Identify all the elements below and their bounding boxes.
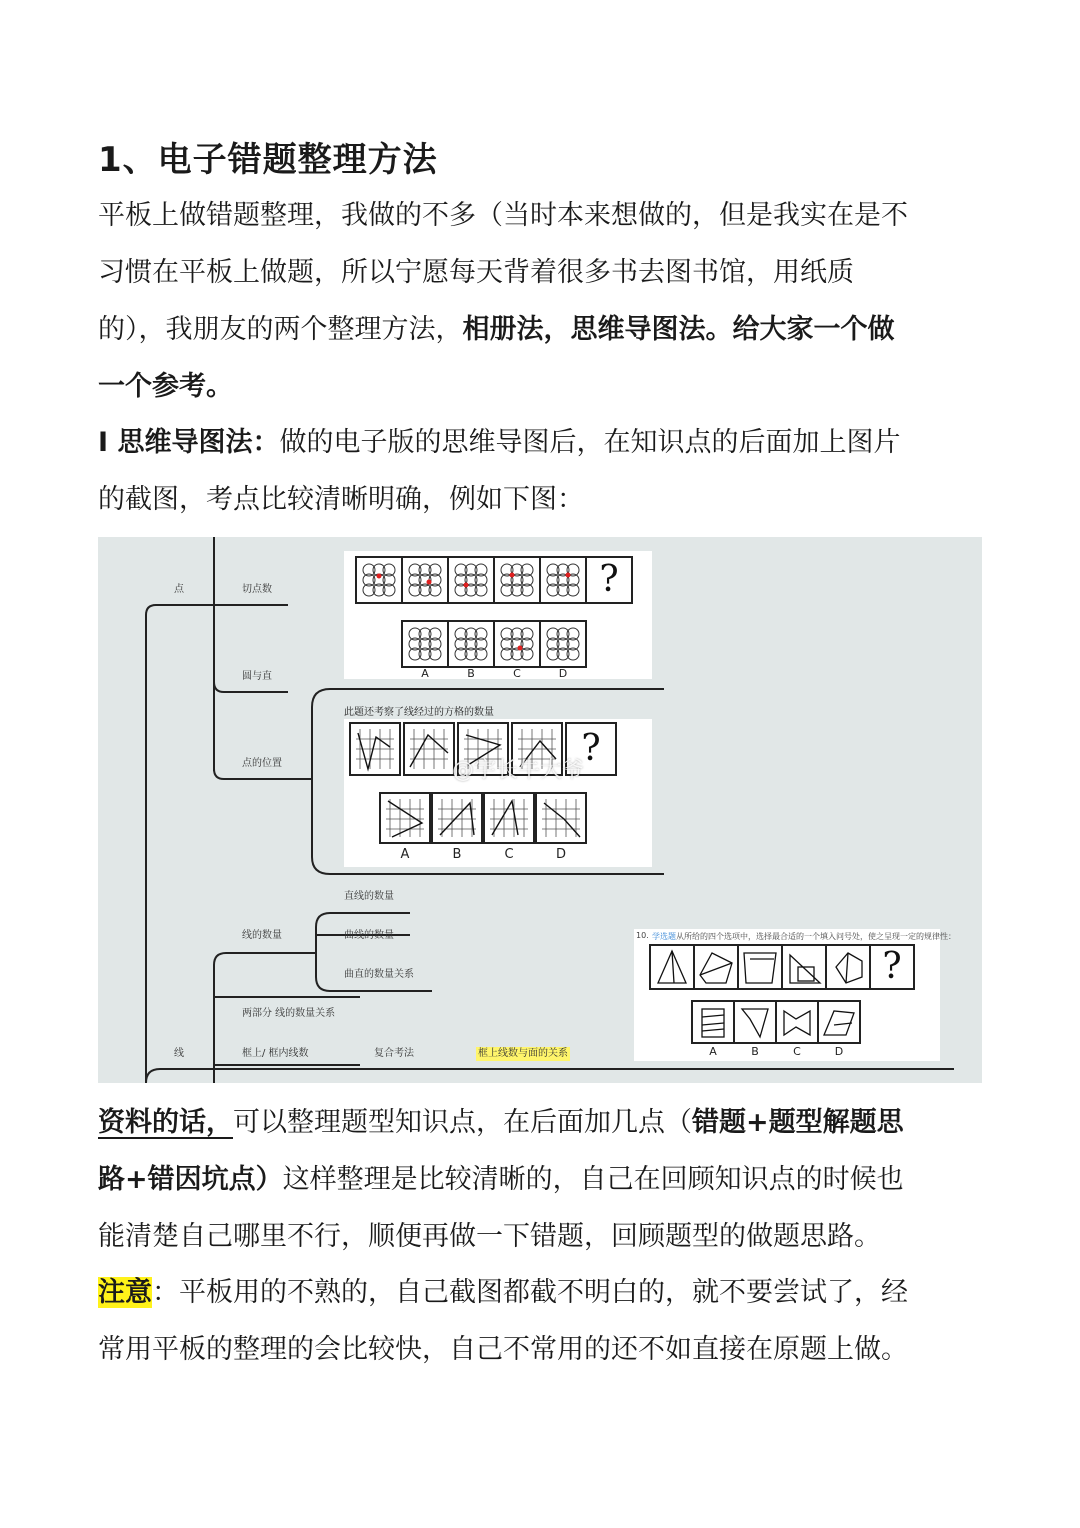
circle-option-c: C	[513, 667, 521, 680]
shape-option-d: D	[834, 1045, 844, 1058]
mindmap-intro-line-2: 的截图，考点比较清晰明确，例如下图：	[98, 484, 584, 515]
mindmap-screenshot	[98, 537, 982, 1083]
intro-paragraph	[98, 187, 982, 415]
materials-bold-1: 错题+题型解题思	[692, 1107, 904, 1138]
circle-puzzle-question-mark: ?	[599, 559, 619, 600]
grid-option-b: B	[452, 847, 462, 862]
node-liangbufen: 两部分 线的数量关系	[242, 1008, 336, 1019]
node-quzhi: 曲直的数量关系	[344, 969, 414, 980]
materials-text-1: 可以整理题型知识点，在后面加几点（	[233, 1107, 692, 1138]
node-fuhe: 复合考法	[374, 1048, 414, 1059]
node-kuangshangxianshu: 框上线数与面的关系	[478, 1048, 568, 1059]
mindmap-intro-paragraph	[98, 414, 982, 528]
materials-line-1	[98, 1094, 982, 1151]
notice-line-2: 常用平板的整理的会比较快，自己不常用的还不如直接在原题上做。	[98, 1334, 908, 1365]
notice-line-1	[98, 1264, 982, 1321]
q10-number: 10.	[636, 931, 649, 940]
node-xiandeshuliang: 线的数量	[242, 930, 282, 941]
materials-line-2	[98, 1151, 982, 1208]
circle-option-d: D	[558, 667, 568, 680]
intro-line-3-plain: 的），我朋友的两个整理方法，	[98, 314, 463, 345]
watermark: @宇长牛大爷	[452, 758, 585, 783]
grid-option-d: D	[555, 847, 566, 862]
section-title: 1、电子错题整理方法	[98, 140, 438, 180]
notice-text-1: ：平板用的不熟的，自己截图都截不明白的，就不要尝试了，经	[152, 1277, 908, 1308]
materials-line-3: 能清楚自己哪里不行，顺便再做一下错题，回顾题型的做题思路。	[98, 1221, 881, 1252]
materials-paragraph	[98, 1094, 982, 1265]
node-zhixian: 直线的数量	[344, 891, 394, 902]
materials-bold-2: 路+错因坑点）	[98, 1164, 283, 1195]
node-xian: 线	[174, 1048, 184, 1059]
node-dian: 点	[174, 584, 184, 595]
shape-option-b: B	[751, 1045, 759, 1058]
shape-puzzle-panel	[634, 929, 956, 1061]
node-diandeweizhi: 点的位置	[242, 758, 282, 769]
grid-option-c: C	[504, 847, 514, 862]
materials-lead: 资料的话，	[98, 1107, 233, 1138]
intro-line-3	[98, 301, 982, 358]
notice-paragraph	[98, 1264, 982, 1378]
intro-line-4: 一个参考。	[98, 371, 233, 402]
intro-line-2: 习惯在平板上做题，所以宁愿每天背着很多书去图书馆，用纸质	[98, 257, 854, 288]
mindmap-intro-line-1	[98, 414, 982, 471]
shape-option-a: A	[709, 1045, 717, 1058]
q10-question-text: 从所给的四个选项中，选择最合适的一个填入问号处，使之呈现一定的规律性：	[676, 932, 956, 941]
node-quxian: 曲线的数量	[344, 930, 394, 941]
grid-option-a: A	[400, 847, 410, 862]
circle-puzzle-panel	[344, 551, 652, 679]
q10-tag: 学选题	[652, 932, 676, 941]
notice-label: 注意	[98, 1277, 152, 1308]
intro-line-1: 平板上做错题整理，我做的不多（当时本来想做的，但是我实在是不	[98, 200, 908, 231]
materials-text-2: 这样整理是比较清晰的，自己在回顾知识点的时候也	[282, 1164, 904, 1195]
mindmap-label: I 思维导图法：	[98, 427, 280, 458]
circle-option-a: A	[421, 667, 429, 680]
node-qiedianshu: 切点数	[242, 584, 272, 595]
grid-puzzle-note: 此题还考察了线经过的方格的数量	[344, 707, 494, 718]
mindmap-text-1: 做的电子版的思维导图后，在知识点的后面加上图片	[279, 427, 901, 458]
intro-line-3-bold: 相册法，思维导图法。给大家一个做	[462, 314, 895, 345]
shape-option-c: C	[793, 1045, 801, 1058]
node-kuangshang: 框上/ 框内线数	[242, 1048, 309, 1059]
circle-option-b: B	[467, 667, 475, 680]
shape-puzzle-question-mark: ?	[882, 946, 902, 987]
node-yuanyuzhi: 圆与直	[242, 671, 272, 682]
grid-puzzle-question-mark: ?	[581, 728, 601, 769]
grid-puzzle-panel	[344, 719, 652, 867]
